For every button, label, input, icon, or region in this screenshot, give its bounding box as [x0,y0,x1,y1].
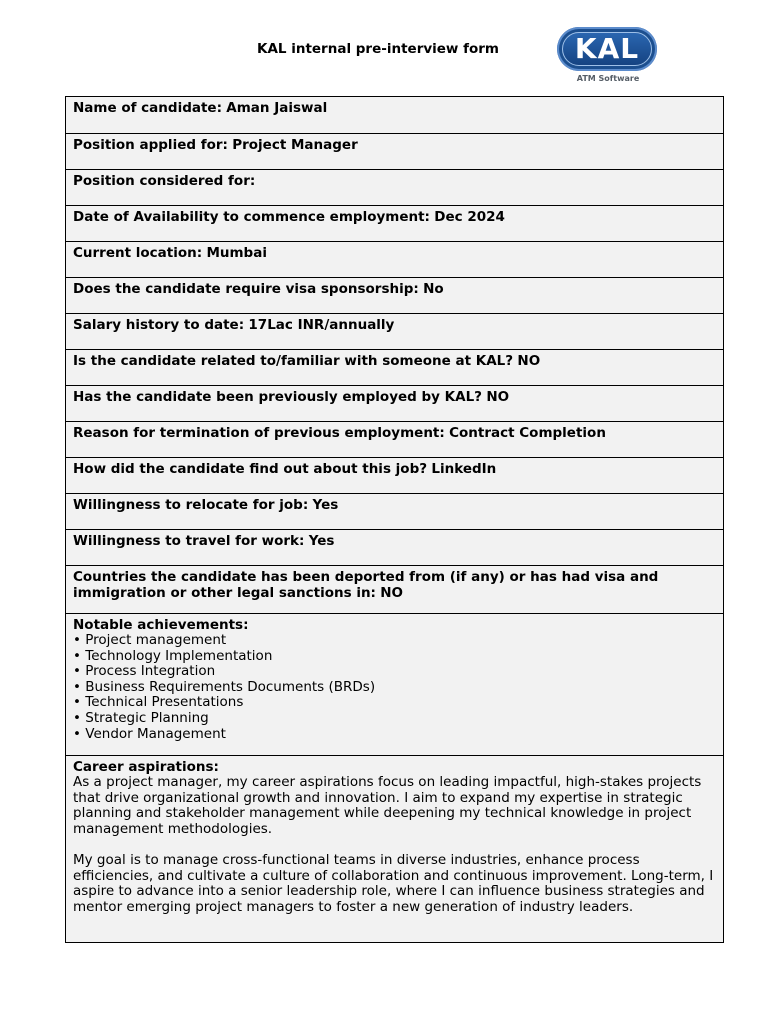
list-item: • Vendor Management [73,727,717,743]
field-label: Has the candidate been previously employed by KAL? [73,389,483,405]
field-value: Yes [312,497,339,513]
field-value: Yes [308,533,335,549]
field-value: No [423,281,444,297]
list-item: • Business Requirements Documents (BRDs) [73,680,717,696]
achievements-section [66,613,723,755]
field-label: How did the candidate find out about this job? [73,461,428,477]
field-value: 17Lac INR/annually [248,317,395,333]
field-row-relocate [66,493,723,529]
field-label: Position considered for: [73,173,256,189]
page-title: KAL internal pre-interview form [257,41,499,57]
field-label: Willingness to travel for work: [73,533,305,549]
field-label: Position applied for: [73,137,228,153]
career-label: Career aspirations: [73,759,219,775]
field-row-availability [66,205,723,241]
field-row-salary [66,313,723,349]
career-section [66,755,723,942]
field-row-name [66,97,723,133]
field-value: NO [517,353,541,369]
career-text [73,775,717,915]
field-row-related-to-kal [66,349,723,385]
achievements-label: Notable achievements: [73,617,249,633]
list-item: • Strategic Planning [73,711,717,727]
field-value: LinkedIn [431,461,497,477]
field-row-job-source [66,457,723,493]
field-label: Name of candidate: [73,100,222,116]
field-value: Project Manager [232,137,358,153]
list-item: • Project management [73,633,717,649]
field-value: Mumbai [206,245,267,261]
field-row-termination-reason [66,421,723,457]
field-label: Salary history to date: [73,317,245,333]
field-row-travel [66,529,723,565]
kal-logo [556,26,660,88]
list-item: • Technology Implementation [73,649,717,665]
field-value: Contract Completion [449,425,606,441]
field-value: NO [380,585,404,601]
field-row-deportation [66,565,723,613]
field-label: Is the candidate related to/familiar with someone at KAL? [73,353,514,369]
field-label: Date of Availability to commence employment: [73,209,430,225]
career-paragraph: As a project manager, my career aspirations focus on leading impactful, high-stakes projects that drive organizational growth and innovation. I aim to expand my expertise in strategic planning and stakeholder management while deepening my technical knowledge in project management methodologies. [73,774,702,837]
field-row-visa-sponsorship [66,277,723,313]
field-row-position-considered [66,169,723,205]
logo-subtitle: ATM Software [576,74,640,83]
pre-interview-form-table [65,96,724,943]
field-value: Aman Jaiswal [226,100,328,116]
field-value: NO [486,389,510,405]
field-row-position-applied [66,133,723,169]
field-row-previously-employed [66,385,723,421]
career-paragraph: My goal is to manage cross-functional teams in diverse industries, enhance process efficiencies, and cultivate a culture of collaboration and continuous improvement. Long-term, I aspire to advance into a senior leadership role, where I can influence business strategies and mentor emerging project managers to foster a new generation of industry leaders. [73,851,714,915]
field-value: Dec 2024 [434,209,505,225]
field-label: Current location: [73,245,203,261]
field-label: Does the candidate require visa sponsorship: [73,281,419,297]
list-item: • Process Integration [73,664,717,680]
list-item: • Technical Presentations [73,695,717,711]
logo-text: KAL [574,32,640,65]
field-label: Reason for termination of previous employment: [73,425,445,441]
field-label: Countries the candidate has been deported from (if any) or has had visa and immigration or other legal sanctions in: [73,569,659,601]
field-label: Willingness to relocate for job: [73,497,309,513]
field-row-location [66,241,723,277]
achievements-list [73,633,717,742]
